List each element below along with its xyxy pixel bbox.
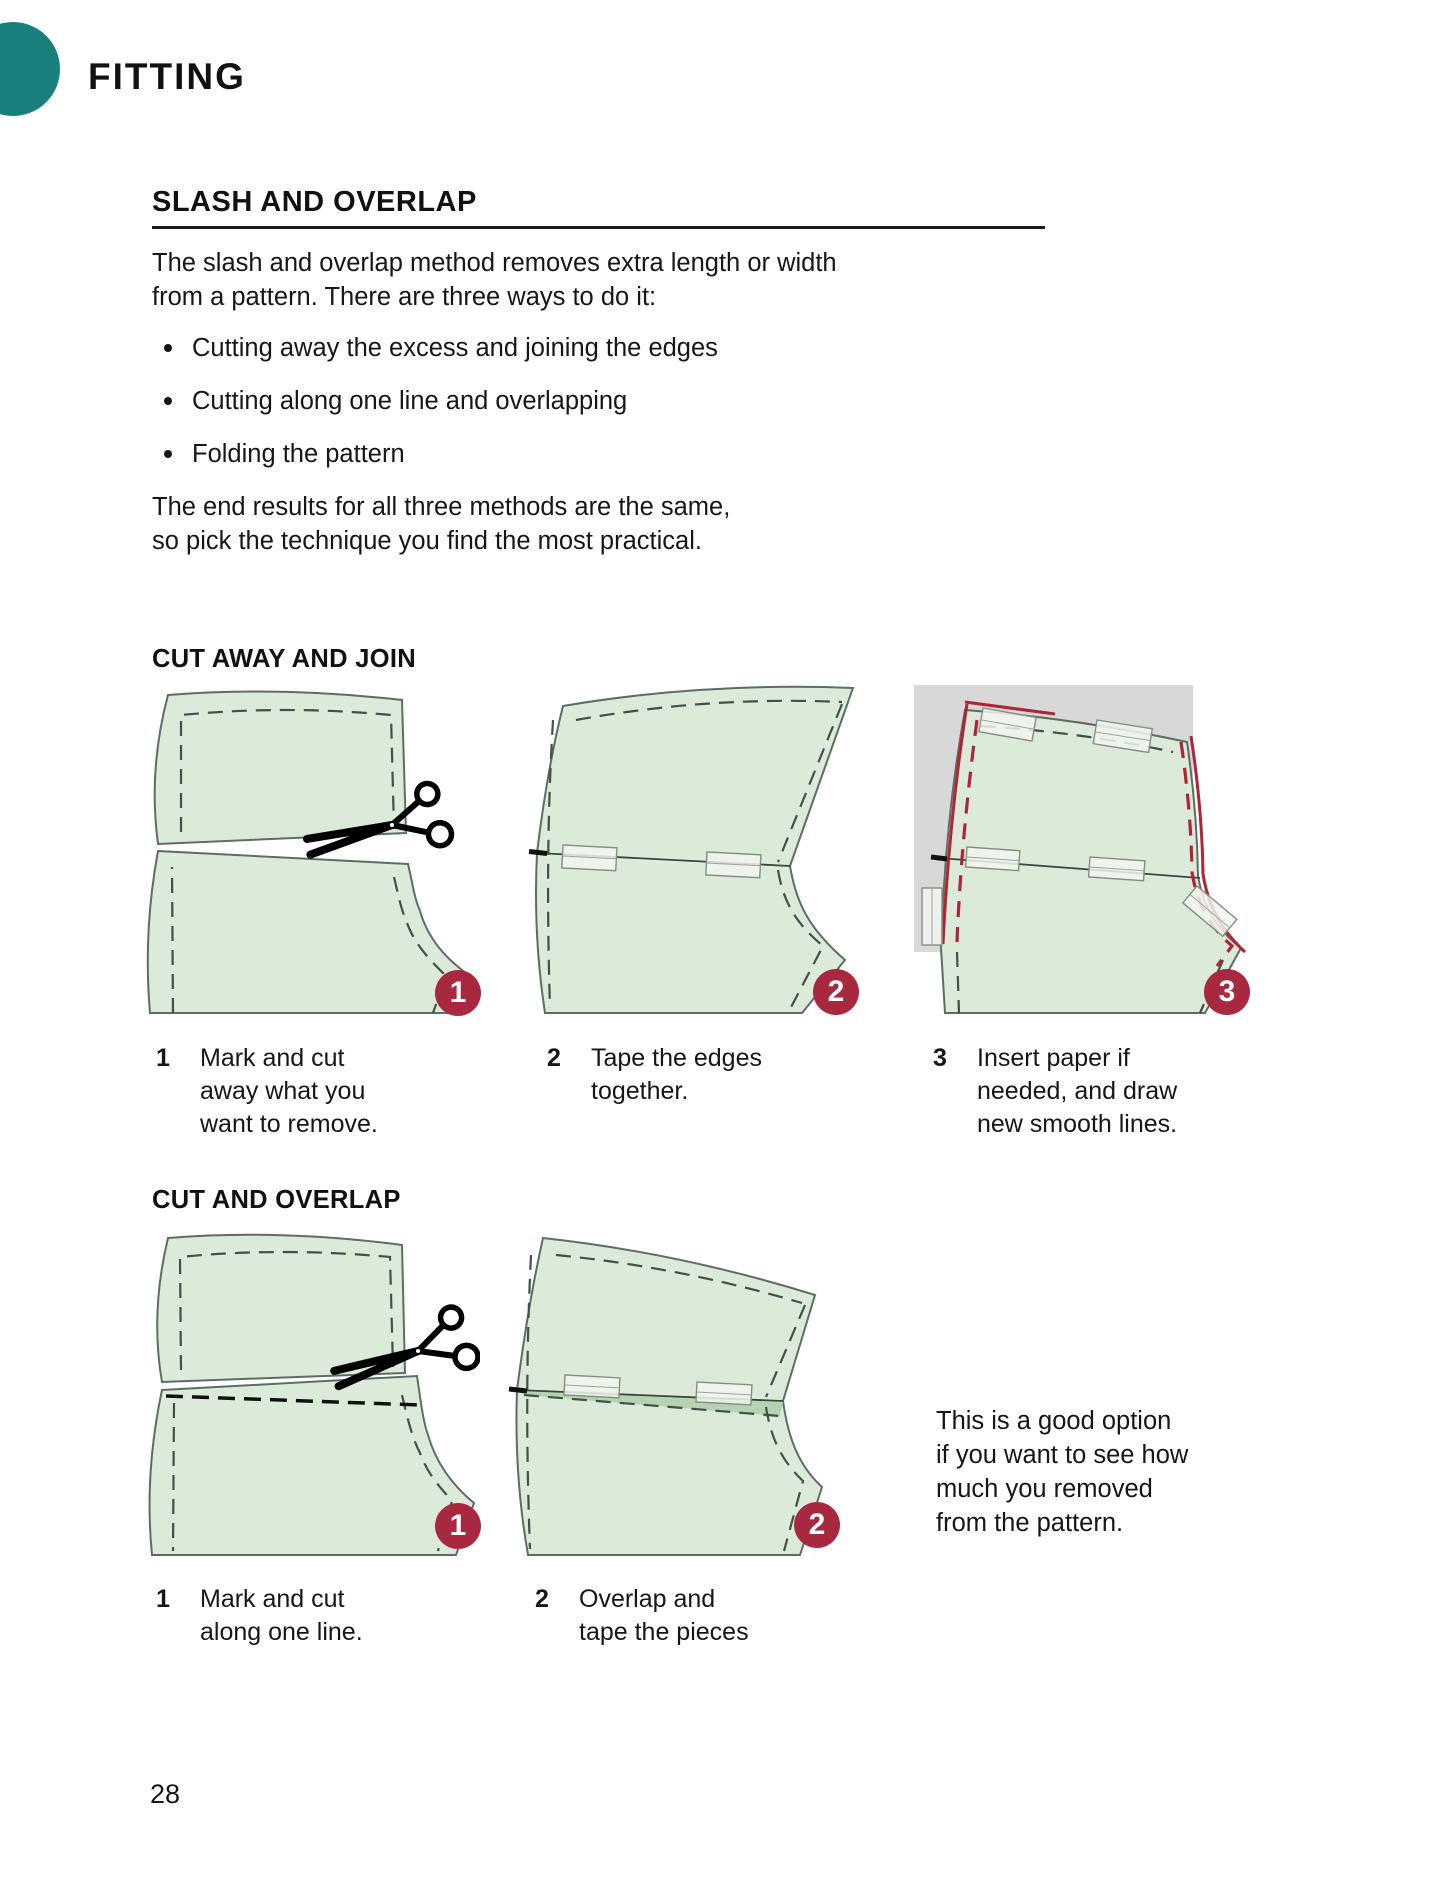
caption-line: along one line. bbox=[200, 1618, 363, 1646]
tape-strip bbox=[1089, 857, 1145, 881]
note-line: This is a good option bbox=[936, 1407, 1172, 1435]
caption-line: together. bbox=[591, 1077, 689, 1105]
bullet-text: Cutting along one line and overlapping bbox=[192, 387, 628, 415]
step-number: 1 bbox=[156, 1044, 170, 1072]
intro-paragraph bbox=[152, 246, 837, 314]
tape-strip bbox=[922, 888, 942, 945]
tape-strip bbox=[706, 852, 761, 878]
tape-strip bbox=[966, 847, 1020, 871]
subsection-cut-and-overlap-title: CUT AND OVERLAP bbox=[152, 1186, 401, 1214]
step-text bbox=[579, 1583, 749, 1649]
step-caption bbox=[156, 1042, 378, 1141]
step-caption bbox=[535, 1583, 749, 1649]
pattern-bottom-piece bbox=[148, 851, 470, 1013]
note-line: if you want to see how bbox=[936, 1441, 1189, 1469]
step-caption bbox=[933, 1042, 1177, 1141]
step-text bbox=[591, 1042, 762, 1108]
diagram-cut-away-step2 bbox=[520, 680, 865, 1015]
caption-line: Tape the edges bbox=[591, 1044, 762, 1072]
pattern-illustration bbox=[140, 1225, 480, 1560]
step-badge: 2 bbox=[794, 1502, 840, 1548]
caption-line: new smooth lines. bbox=[977, 1110, 1178, 1138]
caption-line: Insert paper if bbox=[977, 1044, 1130, 1072]
step-badge: 1 bbox=[435, 970, 481, 1016]
tape-strip bbox=[562, 845, 617, 871]
bullet-text: Folding the pattern bbox=[192, 440, 405, 468]
step-text bbox=[200, 1583, 363, 1649]
caption-line: needed, and draw bbox=[977, 1077, 1178, 1105]
outro-line: The end results for all three methods are the same, bbox=[152, 493, 731, 521]
step-text bbox=[977, 1042, 1177, 1141]
step-badge: 3 bbox=[1204, 969, 1250, 1015]
outro-line: so pick the technique you find the most practical. bbox=[152, 527, 702, 555]
note-line: from the pattern. bbox=[936, 1509, 1124, 1537]
bullet-item bbox=[164, 331, 718, 365]
caption-line: want to remove. bbox=[200, 1110, 378, 1138]
bullet-item bbox=[164, 437, 718, 471]
step-text bbox=[200, 1042, 378, 1141]
pattern-illustration bbox=[520, 680, 865, 1015]
step-number: 3 bbox=[933, 1044, 947, 1072]
match-mark bbox=[509, 1389, 527, 1391]
step-number: 1 bbox=[156, 1585, 170, 1613]
bullet-item bbox=[164, 384, 718, 418]
pattern-illustration bbox=[140, 685, 480, 1015]
bullet-dot-icon bbox=[164, 344, 172, 352]
section-title: SLASH AND OVERLAP bbox=[152, 186, 477, 218]
note-line: much you removed bbox=[936, 1475, 1153, 1503]
step-caption bbox=[156, 1583, 363, 1649]
step-badge: 1 bbox=[435, 1503, 481, 1549]
intro-line: The slash and overlap method removes extra length or width bbox=[152, 249, 837, 277]
caption-line: tape the pieces bbox=[579, 1618, 749, 1646]
step-caption bbox=[547, 1042, 762, 1108]
subsection-cut-away-and-join-title: CUT AWAY AND JOIN bbox=[152, 645, 416, 673]
bullet-text: Cutting away the excess and joining the edges bbox=[192, 334, 718, 362]
side-note bbox=[936, 1404, 1188, 1540]
intro-line: from a pattern. There are three ways to do it: bbox=[152, 283, 657, 311]
caption-line: Mark and cut bbox=[200, 1044, 345, 1072]
step-number: 2 bbox=[535, 1585, 549, 1613]
tape-strip bbox=[696, 1382, 752, 1405]
bullet-dot-icon bbox=[164, 450, 172, 458]
tape-strip bbox=[564, 1375, 620, 1398]
diagram-cut-away-step1 bbox=[140, 685, 480, 1015]
diagram-cut-away-step3 bbox=[905, 680, 1255, 1020]
page-number: 28 bbox=[150, 1779, 181, 1809]
caption-line: away what you bbox=[200, 1077, 366, 1105]
bullet-list bbox=[164, 331, 718, 490]
pattern-illustration bbox=[905, 680, 1255, 1020]
step-number: 2 bbox=[547, 1044, 561, 1072]
caption-line: Mark and cut bbox=[200, 1585, 345, 1613]
outro-paragraph bbox=[152, 490, 730, 558]
caption-line: Overlap and bbox=[579, 1585, 716, 1613]
chapter-title: FITTING bbox=[88, 56, 246, 97]
bullet-dot-icon bbox=[164, 397, 172, 405]
diagram-cut-overlap-step1 bbox=[140, 1225, 480, 1560]
section-rule bbox=[152, 226, 1045, 229]
match-mark bbox=[931, 857, 947, 859]
step-badge: 2 bbox=[813, 969, 859, 1015]
match-mark bbox=[529, 852, 547, 854]
chapter-tab-circle bbox=[0, 22, 60, 116]
